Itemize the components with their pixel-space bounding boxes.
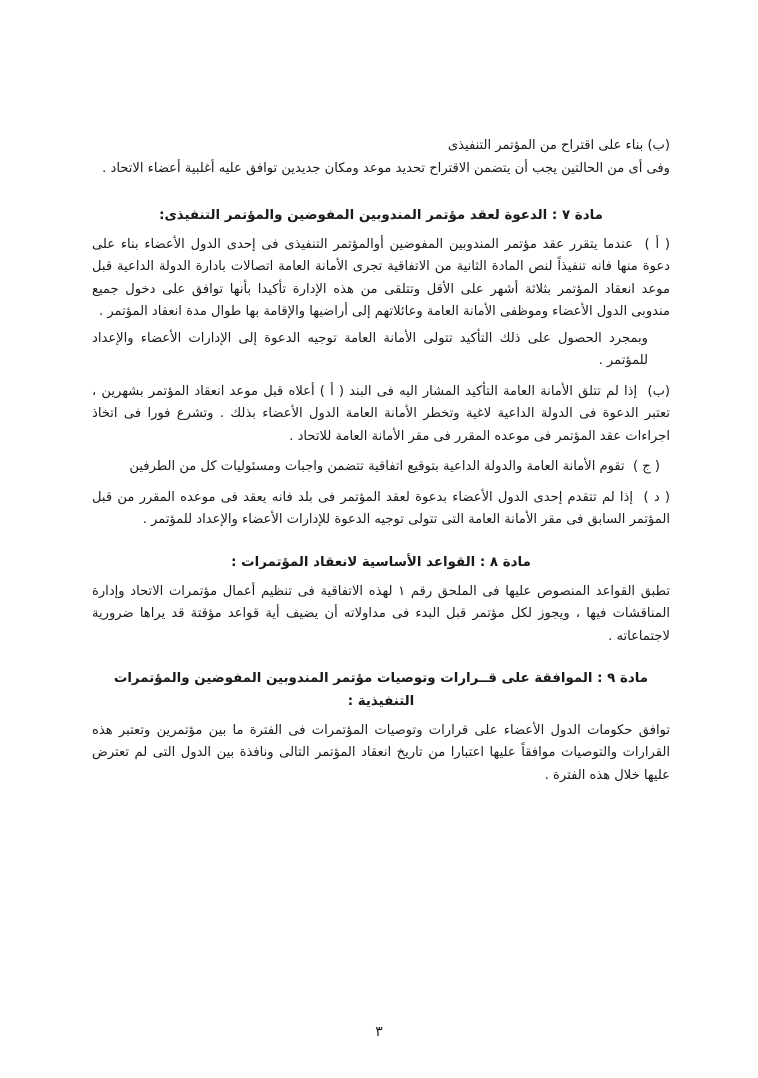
article-8-text: تطبق القواعد المنصوص عليها فى الملحق رقم ١ لهذه الاتفاقية فى تنظيم أعمال مؤتمرات الاتحاد وإدارة المناقشات فيها ، ويجوز لكل مؤتمر قبل البدء فى مداولاته أن يضيف أية قواعد مؤقتة قد يراها ضرورية لاجتماعاته .	[92, 583, 670, 644]
item-text-d: إذا لم تتقدم إحدى الدول الأعضاء بدعوة لعقد المؤتمر فى بلد فانه يعقد فى موعده المقرر من قبل المؤتمر السابق فى مقر الأمانة العامة التى تتولى توجيه الدعوة للإدارات الأعضاء والإعداد للمؤتمر .	[92, 489, 670, 528]
article-9-heading: مادة ٩ : الموافقة على قــرارات وتوصيات مؤتمر المندوبين المفوضين والمؤتمرات التنفيذية :	[113, 671, 649, 710]
item-text-a: عندما يتقرر عقد مؤتمر المندوبين المفوضين أوالمؤتمر التنفيذى فى إحدى الدول الأعضاء بناء على دعوة منها فانه تنفيذاً لنص المادة الثانية من الاتفاقية تجرى الأمانة العامة اتصالات بادارة الدولة الداعية قبل موعد انعقاد المؤتمر بثلاثة أشهر على الأقل وتتلقى من هذه الإدارة تأكيدا بأنها توافق على دخول جميع مندوبى الدول الأعضاء وموظفى الأمانة العامة وعائلاتهم إلى أراضيها والإقامة بها طوال مدة انعقاد المؤتمر .	[92, 236, 670, 320]
article-7	[92, 205, 670, 532]
item-text-c: تقوم الأمانة العامة والدولة الداعية بتوقيع اتفاقية تتضمن واجبات ومسئوليات كل من الطرفين	[129, 459, 625, 475]
page-number: ٣	[375, 1024, 383, 1040]
article-8	[92, 552, 670, 648]
article-7-item-d	[92, 487, 670, 532]
article-9-text: توافق حكومات الدول الأعضاء على قرارات وتوصيات المؤتمرات فى الفترة ما بين مؤتمرين وتعتبر هذه القرارات والتوصيات موافقاً عليها اعتبارا من تاريخ انعقاد المؤتمر التالى ونافذة بين الدول التى لم تعترض عليها خلال هذه الفترة .	[92, 722, 670, 783]
top-item-b: (ب) بناء على اقتراح من المؤتمر التنفيذى	[447, 138, 670, 153]
item-text-b: إذا لم تتلق الأمانة العامة التأكيد المشار اليه فى البند ( أ ) أعلاه قبل موعد انعقاد المؤتمر بشهرين ، تعتبر الدعوة فى الدولة الداعية لاغية وتخطر الأمانة العامة الدول الأعضاء بذلك . وتشرع فورا فى اتخاذ اجراءات عقد المؤتمر فى موعده المقرر فى مقر الأمانة العامة للاتحاد .	[92, 383, 670, 444]
article-9	[92, 668, 670, 787]
article-7-item-b	[92, 381, 670, 449]
item-label-a: ( أ )	[644, 236, 670, 252]
spacer	[92, 541, 670, 552]
article-7-item-c	[92, 456, 670, 479]
spacer	[92, 657, 670, 668]
item-label-b: (ب)	[647, 383, 671, 399]
article-7-item-a-sub: وبمجرد الحصول على ذلك التأكيد تتولى الأمانة العامة توجيه الدعوة إلى الإدارات الأعضاء والإعداد للمؤتمر .	[92, 330, 648, 369]
top-section	[92, 135, 670, 180]
article-8-heading: مادة ٨ : القواعد الأساسية لانعقاد المؤتمرات :	[231, 555, 531, 570]
article-8-body	[92, 581, 670, 649]
article-7-item-a	[92, 234, 670, 373]
article-9-body	[92, 720, 670, 788]
spacer	[92, 189, 670, 205]
top-continuation: وفى أى من الحالتين يجب أن يتضمن الاقتراح تحديد موعد ومكان جديدين توافق عليه أغلبية أعضاء الاتحاد .	[102, 160, 670, 176]
item-label-c: ( ج )	[633, 459, 660, 475]
article-7-heading: مادة ٧ : الدعوة لعقد مؤتمر المندوبين المفوضين والمؤتمر التنفيذى:	[159, 208, 603, 224]
item-label-d: ( د )	[643, 489, 671, 505]
